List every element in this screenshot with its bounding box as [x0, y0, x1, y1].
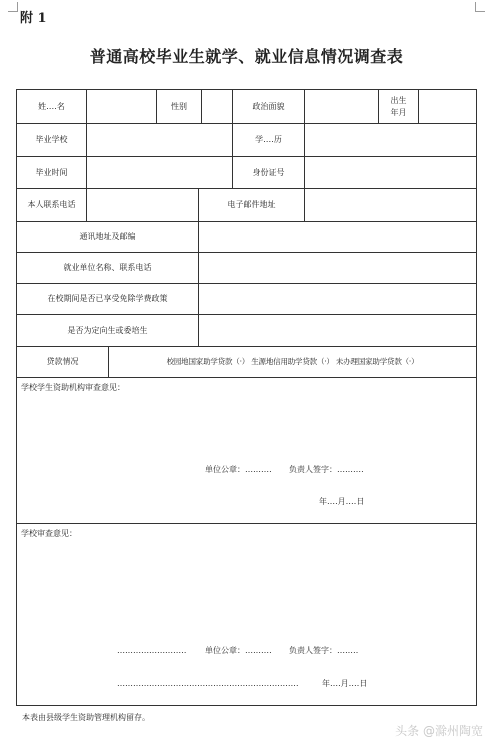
- school-seal: 单位公章：‥‥‥‥‥: [205, 646, 272, 655]
- loan-label: 贷款情况: [17, 347, 109, 378]
- school-review-box[interactable]: [17, 524, 476, 705]
- directed-student-value[interactable]: [199, 315, 476, 347]
- aid-office-date: 年‥‥月‥‥日: [319, 497, 365, 506]
- id-number-value[interactable]: [305, 157, 476, 189]
- watermark: 头条 @滁州陶宽: [395, 724, 483, 738]
- phone-label: 本人联系电话: [17, 189, 87, 222]
- id-number-label: 身份证号: [233, 157, 305, 189]
- school-label: 毕业学校: [17, 124, 87, 157]
- gender-value[interactable]: [202, 90, 233, 124]
- tuition-waiver-value[interactable]: [199, 284, 476, 315]
- school-signature: 负责人签字：‥‥‥‥: [289, 646, 359, 655]
- name-value[interactable]: [87, 90, 157, 124]
- aid-office-review-label: 学校学生资助机构审查意见：: [21, 383, 125, 392]
- corner-mark-right: [475, 2, 485, 12]
- grad-time-value[interactable]: [87, 157, 233, 189]
- school-review-label: 学校审查意见：: [21, 529, 77, 538]
- employer-label: 就业单位名称、联系电话: [17, 253, 199, 284]
- footnote: 本表由县级学生资助管理机构留存。: [22, 713, 150, 722]
- degree-label: 学‥‥历: [233, 124, 305, 157]
- document-title: 普通高校毕业生就学、就业信息情况调查表: [89, 47, 404, 66]
- tuition-waiver-label: 在校期间是否已享受免除学费政策: [17, 284, 199, 315]
- email-value[interactable]: [305, 189, 476, 222]
- degree-value[interactable]: [305, 124, 476, 157]
- school-seal-dots: ‥‥‥‥‥‥‥‥‥‥‥‥‥: [117, 646, 187, 655]
- gender-label: 性别: [157, 90, 202, 124]
- phone-value[interactable]: [87, 189, 199, 222]
- school-date-dots: ‥‥‥‥‥‥‥‥‥‥‥‥‥‥‥‥‥‥‥‥‥‥‥‥‥‥‥‥‥‥‥‥‥‥: [117, 679, 299, 688]
- aid-office-review-box[interactable]: [17, 378, 476, 524]
- attachment-label: 附 1: [20, 11, 47, 26]
- email-label: 电子邮件地址: [199, 189, 305, 222]
- name-label: 姓‥‥名: [17, 90, 87, 124]
- school-date: 年‥‥月‥‥日: [322, 679, 368, 688]
- grad-time-label: 毕业时间: [17, 157, 87, 189]
- political-value[interactable]: [305, 90, 379, 124]
- corner-mark-left: [8, 2, 18, 12]
- birth-label: 出生 年月: [379, 90, 419, 124]
- birth-value[interactable]: [419, 90, 476, 124]
- address-label: 通讯地址及邮编: [17, 222, 199, 253]
- address-value[interactable]: [199, 222, 476, 253]
- aid-office-seal: 单位公章：‥‥‥‥‥: [205, 465, 272, 474]
- school-value[interactable]: [87, 124, 233, 157]
- survey-table: [16, 89, 477, 706]
- employer-value[interactable]: [199, 253, 476, 284]
- political-label: 政治面貌: [233, 90, 305, 124]
- directed-student-label: 是否为定向生或委培生: [17, 315, 199, 347]
- aid-office-signature: 负责人签字：‥‥‥‥‥: [289, 465, 364, 474]
- loan-options[interactable]: 校园地国家助学贷款（·） 生源地信用助学贷款（·） 未办理国家助学贷款（·）: [109, 347, 476, 378]
